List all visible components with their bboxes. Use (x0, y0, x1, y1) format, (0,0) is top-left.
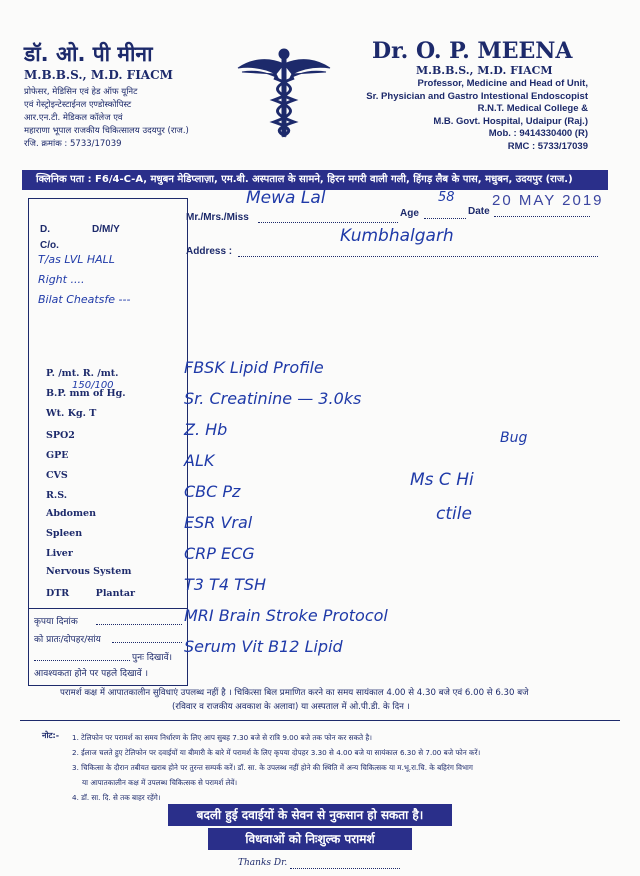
vital-dtr: DTR Plantar (46, 588, 136, 599)
rx-line: Sr. Creatinine — 3.0ks (184, 389, 362, 408)
notes-list (72, 730, 480, 805)
complaint-line: T/as LVL HALL (38, 253, 115, 266)
note-item: 2. ईलाज चलते हुए टेलिफोन पर दवाईयों या बीमारी के बारे में परामर्श के लिए कृपया दोपहर 3.30 से 4.00 बजे या सायंकाल 6.30 से 7.00 बजे फोन करें। (72, 748, 481, 757)
address-line (238, 256, 598, 257)
complaint-label: C/o. (40, 240, 59, 251)
vital-pulse: P. /mt. R. /mt. (46, 368, 119, 379)
age-value: 58 (438, 190, 455, 205)
credential-line: R.N.T. Medical College & (477, 103, 588, 114)
note-item: 4. डॉ. सा. दि. से तक बाहर रहेंगे। (72, 793, 161, 802)
hindi-degree: M.B.B.S., M.D. FIACM (24, 68, 173, 82)
vital-bp: B.P. mm of Hg. (46, 388, 126, 399)
notes-label: नोट:- (42, 731, 60, 740)
thanks-line (290, 868, 400, 869)
date-line (494, 216, 590, 217)
doctor-credentials (366, 78, 588, 153)
note-item: 3. चिकित्सा के दौरान तबीयत खराब होने पर तुरन्त सम्पर्क करें। डॉ. सा. के उपलब्ध नहीं होने की स्थिति में अन्य चिकित्सक या म.भू.रा.चि. के बहिरंग विभाग (72, 763, 473, 772)
followup-again-line (34, 660, 130, 661)
vital-abdomen: Abdomen (46, 508, 96, 519)
consult-line: (रविवार व राजकीय अवकाश के अलावा) या अस्पताल में ओ.पी.डी. के दिन । (172, 702, 410, 712)
prescription-notes (184, 352, 388, 662)
doctor-name: Dr. O. P. MEENA (372, 38, 573, 64)
date-stamp: 20 MAY 2019 (492, 192, 604, 209)
followup-note: आवश्यकता होने पर पहले दिखावें । (34, 669, 149, 679)
credential-line: Professor, Medicine and Head of Unit, (417, 78, 588, 89)
rmc-number: RMC : 5733/17039 (507, 140, 588, 152)
vital-liver: Liver (46, 548, 73, 559)
address-label: Address : (186, 246, 233, 257)
complaint-handwriting (38, 250, 130, 310)
hindi-credentials (24, 86, 189, 151)
dmy-label: D/M/Y (92, 224, 120, 235)
followup-divider (28, 608, 188, 609)
rx-line: MRI Brain Stroke Protocol (184, 606, 388, 625)
complaint-line: Bilat Cheatsfe --- (38, 293, 131, 306)
hindi-line: प्रोफेसर, मेडिसिन एवं हेड ऑफ यूनिट (24, 87, 138, 97)
vital-cvs: CVS (46, 470, 68, 481)
rx-line: ESR Vral (184, 513, 253, 532)
free-consult-banner: विधवाओं को निःशुल्क परामर्श (208, 828, 412, 850)
complaint-line: Right .... (38, 273, 85, 286)
hindi-line: रजि. क्रमांक : 5733/17039 (24, 139, 122, 149)
rx-line: T3 T4 TSH (184, 575, 267, 594)
vital-spleen: Spleen (46, 528, 83, 539)
age-line (424, 218, 466, 219)
medicine-warning-banner: बदली हुई दवाईयों के सेवन से नुकसान हो सकता है। (168, 804, 452, 826)
note-item: 1. टेलिफोन पर परामर्श का समय निर्धारण के लिए आप सुबह 7.30 बजे से रात्रि 9.00 बजे तक फोन कर सकते है। (72, 733, 372, 742)
vital-nervous-system: Nervous System (46, 566, 132, 577)
followup-time-line (112, 642, 182, 643)
rx-line: Z. Hb (184, 420, 228, 439)
rx-line: CBC Pz (184, 482, 241, 501)
rx-side-note: Ms C Hi (410, 470, 474, 490)
patient-name-label: Mr./Mrs./Miss (186, 212, 249, 223)
vital-weight: Wt. Kg. T (46, 408, 97, 419)
rx-line: FBSK Lipid Profile (184, 358, 324, 377)
consultation-note (60, 686, 580, 714)
age-label: Age (400, 208, 419, 219)
rx-side-note: ctile (436, 504, 472, 524)
notes-divider (20, 720, 620, 721)
rx-line: ALK (184, 451, 215, 470)
address-value: Kumbhalgarh (340, 226, 454, 246)
hindi-line: महाराणा भूपाल राजकीय चिकित्सालय उदयपुर (राज.) (24, 126, 189, 136)
date-field-label: D. (40, 224, 50, 235)
vital-spo2: SPO2 (46, 430, 75, 441)
followup-time-label: को प्रातः/दोपहर/सांय (34, 635, 101, 645)
patient-name-value: Mewa Lal (246, 188, 326, 208)
rx-line: Serum Vit B12 Lipid (184, 637, 343, 656)
followup-again-label: पुनः दिखावें। (132, 653, 173, 663)
bp-value: 150/100 (72, 380, 114, 391)
vital-rs: R.S. (46, 490, 68, 501)
credential-line: M.B. Govt. Hospital, Udaipur (Raj.) (433, 115, 588, 127)
mobile-number: Mob. : 9414330400 (R) (488, 128, 588, 139)
hindi-line: आर.एन.टी. मेडिकल कॉलेज एवं (24, 113, 123, 123)
thanks-label: Thanks Dr. (238, 858, 288, 868)
followup-date-label: कृपया दिनांक (34, 617, 78, 627)
rx-side-note: Bug (500, 430, 528, 446)
caduceus-icon (236, 42, 332, 138)
date-label: Date (468, 206, 490, 217)
consult-line: परामर्श कक्ष में आपातकालीन सुविधाएं उपलब्ध नहीं है । चिकित्सा बिल प्रमाणित करने का समय सायंकाल 4.00 से 4.30 बजे एवं 6.00 से 6.30 बजे (60, 688, 529, 698)
rx-line: CRP ECG (184, 544, 255, 563)
name-line (258, 222, 398, 223)
clinic-address-bar: क्लिनिक पता : F6/4-C-A, मधुबन मेडिप्लाज़ा, एम.बी. अस्पताल के सामने, हिरन मगरी वाली गली, हिंगड़ लैब के पास, मधुबन, उदयपुर (राज.) (22, 170, 608, 190)
hindi-doctor-name: डॉ. ओ. पी मीना (24, 42, 153, 66)
note-item: या आपातकालीन कक्ष में उपलब्ध चिकित्सक से परामर्श लेवें। (82, 778, 238, 787)
credential-line: Sr. Physician and Gastro Intestional Endoscopist (366, 90, 588, 102)
hindi-line: एवं गेस्ट्रोइन्टेस्टाईनल एण्डोस्कोपिस्ट (24, 100, 132, 110)
doctor-degree: M.B.B.S., M.D. FIACM (416, 64, 553, 77)
vital-gpe: GPE (46, 450, 69, 461)
followup-date-line (96, 624, 182, 625)
